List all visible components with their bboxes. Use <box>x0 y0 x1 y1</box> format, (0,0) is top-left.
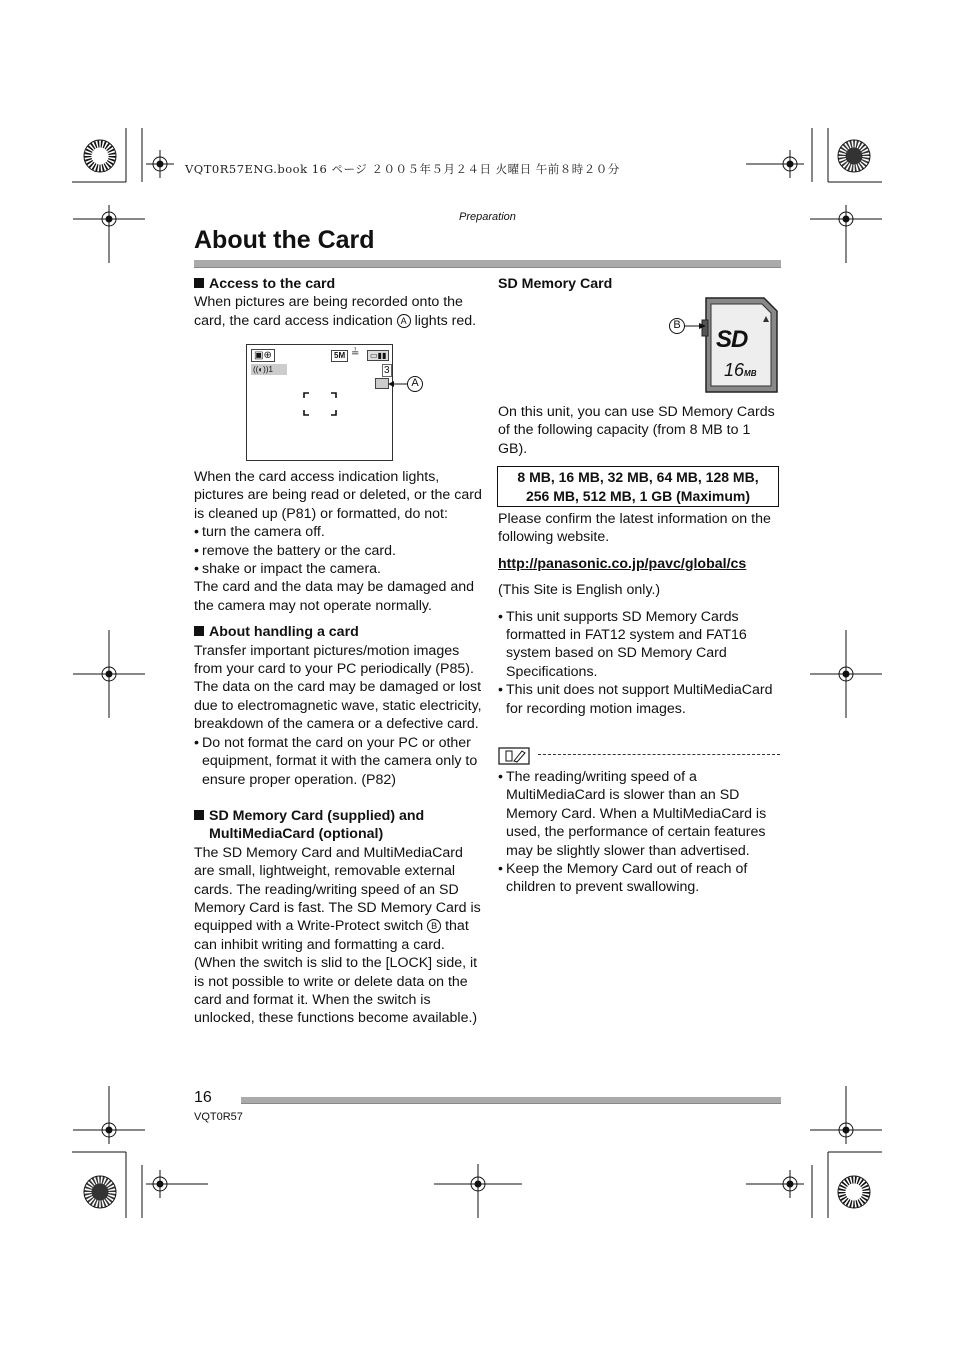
list-item: • The reading/writing speed of a MultiMediaCard is slower than an SD Memory Card. When a MultiMediaCard is used, the performance of certain features may be slightly slower than advertised. <box>498 768 783 860</box>
note-section <box>498 768 783 897</box>
square-bullet-icon <box>194 626 204 636</box>
callout-b-label: B <box>427 919 441 933</box>
sd-mmc-heading-2: MultiMediaCard (optional) <box>209 826 384 843</box>
access-warning: The card and the data may be damaged and the camera may not operate normally. <box>194 579 475 614</box>
square-bullet-icon <box>194 278 204 288</box>
left-column-body <box>194 468 484 1028</box>
capacity-intro: On this unit, you can use SD Memory Cards of the following capacity (from 8 MB to 1 GB). <box>498 404 775 457</box>
list-item: • Do not format the card on your PC or other equipment, format it with the camera only to ensure proper operation. (P82) <box>194 734 484 789</box>
print-info: VQT0R57ENG.book 16 ページ ２００５年５月２４日 火曜日 午前８時２０分 <box>185 162 620 176</box>
callout-a-label: A <box>397 314 411 328</box>
confirm-text: Please confirm the latest information on the following website. <box>498 511 771 546</box>
lcd-screen-illustration <box>246 344 393 461</box>
page-number: 16 <box>194 1089 212 1106</box>
support-url-link[interactable]: http://panasonic.co.jp/pavc/global/cs <box>498 555 747 572</box>
sd-logo: SD <box>716 326 748 353</box>
square-bullet-icon <box>194 810 204 820</box>
sd-mmc-heading: SD Memory Card (supplied) and <box>194 807 484 825</box>
capacity-line: 8 MB, 16 MB, 32 MB, 64 MB, 128 MB, <box>517 469 759 485</box>
list-item: • remove the battery or the card. <box>194 542 484 560</box>
note-divider <box>538 754 780 755</box>
stabilizer-icon: ((◐))1 <box>251 364 287 375</box>
english-only-note: (This Site is English only.) <box>498 582 661 599</box>
note-icon <box>498 747 530 765</box>
capacity-line: 256 MB, 512 MB, 1 GB (Maximum) <box>525 487 751 504</box>
picture-size-icon: 5M <box>331 350 348 362</box>
callout-b-letter: B <box>673 319 681 331</box>
sd-capacity: 16MB <box>724 360 757 380</box>
section-tag: Preparation <box>459 211 516 223</box>
handling-heading: About handling a card <box>194 623 484 641</box>
access-after: When the card access indication lights, pictures are being read or deleted, or the card is cleaned up (P81) or formatted, do not: <box>194 469 482 522</box>
callout-a-arrow <box>387 376 427 394</box>
list-item: • Keep the Memory Card out of reach of children to prevent swallowing. <box>498 860 783 897</box>
sd-mmc-body: The SD Memory Card and MultiMediaCard are small, lightweight, removable external cards. The reading/writing speed of an SD Memory Card is fast. The SD Memory Card is equipped with a Write-Protect switch B that can inhibit writing and formatting a card. (When the switch is slid to the [LOCK] side, it is not possible to write or delete data on the card and format it. When the switch is unlocked, these functions become available.) <box>194 844 481 1027</box>
mode-icons: ▣⊕ <box>251 349 275 362</box>
list-item: • This unit does not support MultiMediaCard for recording motion images. <box>498 681 783 718</box>
list-item: • turn the camera off. <box>194 523 484 541</box>
access-heading: Access to the card <box>194 275 484 293</box>
handling-body: Transfer important pictures/motion images from your card to your PC periodically (P85). The data on the card may be damaged or lost due to electromagnetic wave, static electricity, breakdown of the camera or a defective card. <box>194 642 482 733</box>
sd-card-heading: SD Memory Card <box>498 276 613 292</box>
capacity-box <box>497 466 779 507</box>
picture-count: 3 <box>384 365 390 376</box>
footer-divider <box>241 1097 781 1104</box>
list-item: • shake or impact the camera. <box>194 560 484 578</box>
af-frame-icon <box>303 392 337 416</box>
quality-icon: ≟ <box>351 348 360 359</box>
access-section <box>194 275 484 330</box>
battery-icon: ▭▮▮ <box>367 350 389 361</box>
right-column-body <box>498 510 783 718</box>
page-title: About the Card <box>194 226 375 254</box>
access-intro: When pictures are being recorded onto the card, the card access indication A lights red. <box>194 294 477 329</box>
callout-a-letter: A <box>411 377 419 389</box>
model-code: VQT0R57 <box>194 1111 243 1123</box>
title-divider <box>194 260 781 268</box>
list-item: • This unit supports SD Memory Cards formatted in FAT12 system and FAT16 system based on SD Memory Card Specifications. <box>498 608 783 682</box>
